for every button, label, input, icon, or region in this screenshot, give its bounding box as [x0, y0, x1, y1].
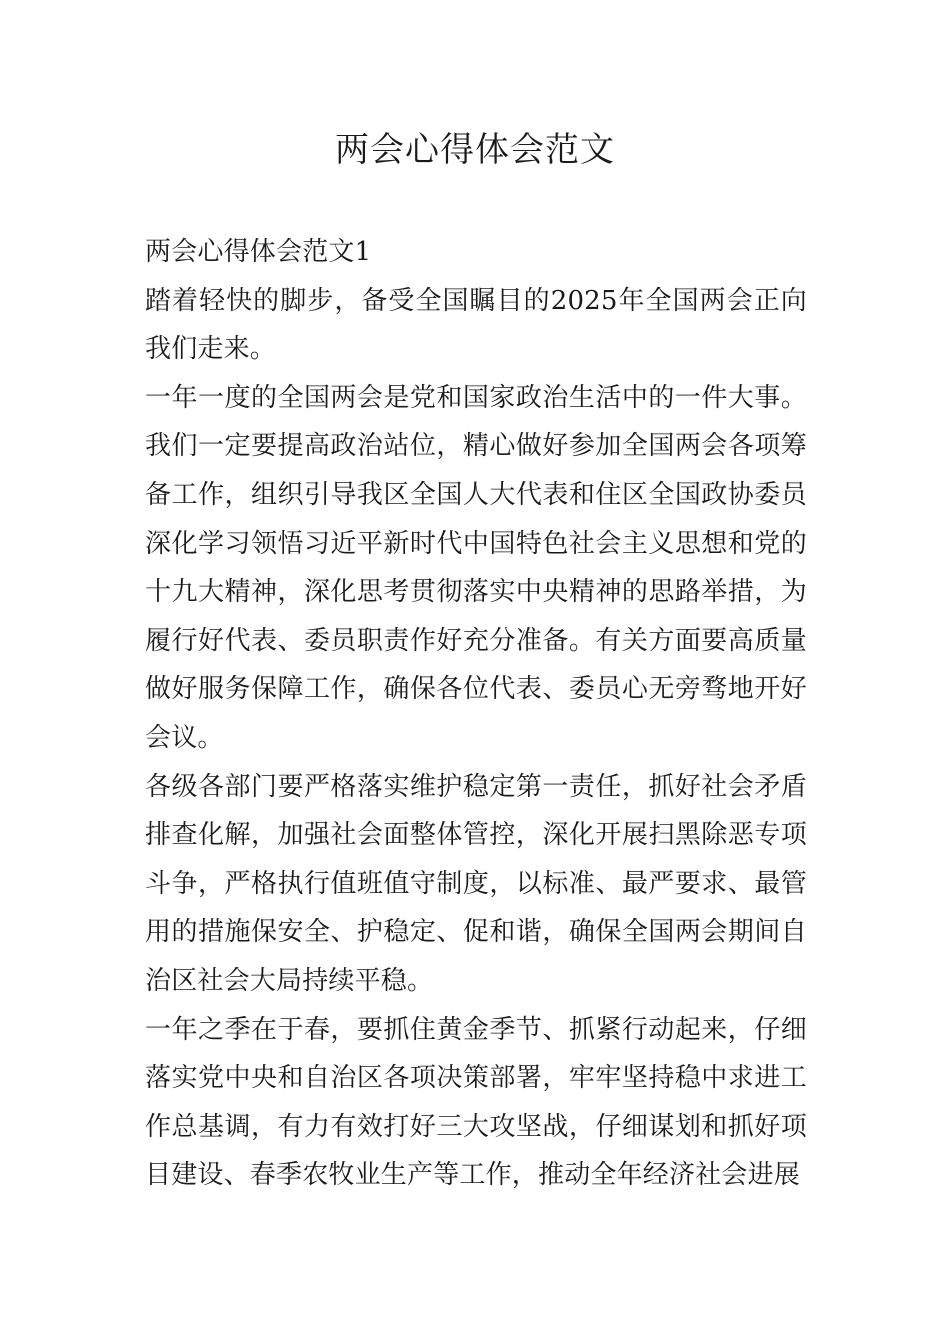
paragraph-3: 各级各部门要严格落实维护稳定第一责任，抓好社会矛盾排查化解，加强社会面整体管控，深化开展扫黑除恶专项斗争，严格执行值班值守制度，以标准、最严要求、最管用的措施保安全、护稳定、促和谐，确保全国两会期间自治区社会大局持续平稳。 [145, 771, 807, 996]
paragraph-4: 一年之季在于春，要抓住黄金季节、抓紧行动起来，仔细落实党中央和自治区各项决策部署，牢牢坚持稳中求进工作总基调，有力有效打好三大攻坚战，仔细谋划和抓好项目建设、春季农牧业生产等工作，推动全年经济社会进展 [145, 1014, 807, 1191]
paragraph-2: 一年一度的全国两会是党和国家政治生活中的一件大事。我们一定要提高政治站位，精心做好参加全国两会各项筹备工作，组织引导我区全国人大代表和住区全国政协委员深化学习领悟习近平新时代中国特色社会主义思想和党的十九大精神，深化思考贯彻落实中央精神的思路举措，为履行好代表、委员职责作好充分准备。有关方面要高质量做好服务保障工作，确保各位代表、委员心无旁骛地开好会议。 [145, 382, 807, 753]
section-heading: 两会心得体会范文1 [145, 237, 372, 267]
document-body [145, 228, 807, 1200]
paragraph-1: 踏着轻快的脚步，备受全国瞩目的2025年全国两会正向我们走来。 [145, 285, 807, 365]
document-title: 两会心得体会范文 [335, 130, 615, 170]
